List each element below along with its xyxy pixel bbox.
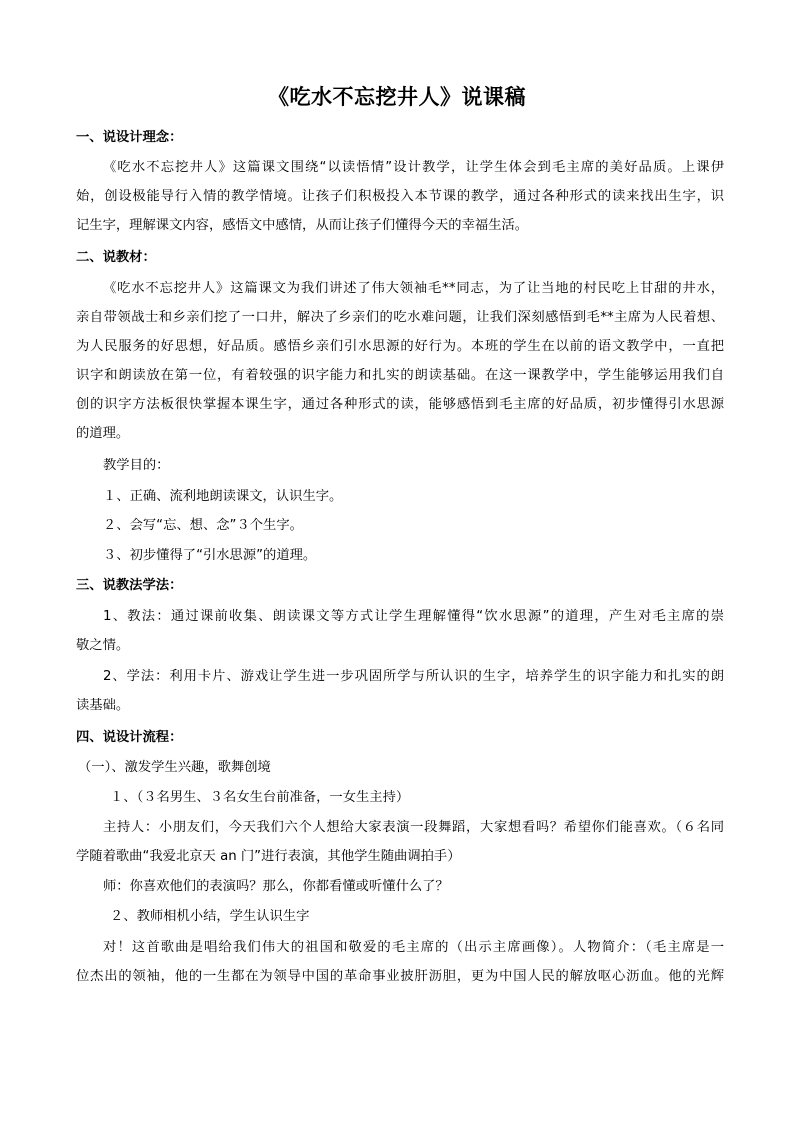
paragraph-line: 敬之情。	[76, 638, 130, 653]
teaching-goal-item: ３、初步懂得了“引水思源”的道理。	[103, 548, 317, 563]
teaching-goal-item: ２、会写“忘、想、念”３个生字。	[103, 518, 303, 533]
paragraph-line: 主持人：小朋友们，今天我们六个人想给大家表演一段舞蹈，大家想看吗？希望你们能喜欢。（６名同	[103, 820, 724, 835]
paragraph-line: 《吃水不忘挖井人》这篇课文围绕“以读悟情”设计教学，让学生体会到毛主席的美好品质。上课伊	[103, 160, 724, 175]
paragraph-line: 学随着歌曲“我爱北京天 an 门”进行表演，其他学生随曲调拍手）	[76, 849, 461, 864]
section-heading-design-concept: 一、说设计理念：	[76, 130, 183, 145]
process-step-heading: （一）、激发学生兴趣，歌舞创境	[78, 760, 271, 775]
paragraph-line: 读基础。	[76, 698, 130, 713]
paragraph-line: 识字和朗读放在第一位，有着较强的识字能力和扎实的朗读基础。在这一课教学中，学生能够运用我们自	[76, 368, 724, 383]
document-title: 《吃水不忘挖井人》说课稿	[268, 85, 526, 109]
paragraph-line: 《吃水不忘挖井人》这篇课文为我们讲述了伟大领袖毛**同志，为了让当地的村民吃上甘甜的井水，	[103, 281, 724, 296]
paragraph-line: 的道理。	[76, 426, 130, 441]
teaching-goal-item: １、正确、流利地朗读课文，认识生字。	[103, 489, 343, 504]
paragraph-line: 位杰出的领袖，他的一生都在为领导中国的革命事业披肝沥胆，更为中国人民的解放呕心沥血。他的光辉	[76, 969, 724, 984]
paragraph-line: 始，创设极能导行入情的教学情境。让孩子们积极投入本节课的教学，通过各种形式的读来找出生字，识	[76, 189, 724, 204]
paragraph-line: 师：你喜欢他们的表演吗？那么，你都看懂或听懂什么了？	[103, 879, 449, 894]
process-step-item: １、（３名男生、３名女生台前准备，一女生主持）	[110, 790, 410, 805]
section-heading-textbook: 二、说教材：	[76, 250, 156, 265]
paragraph-line: 1、教法：通过课前收集、朗读课文等方式让学生理解懂得“饮水思源”的道理，产生对毛主席的崇	[103, 609, 724, 624]
teaching-goals-label: 教学目的：	[103, 458, 170, 473]
paragraph-line: 记生字，理解课文内容，感悟文中感情，从而让孩子们懂得今天的幸福生活。	[76, 218, 529, 233]
process-step-item: ２、教师相机小结，学生认识生字	[110, 909, 310, 924]
section-heading-methods: 三、说教法学法：	[76, 578, 183, 593]
section-heading-process: 四、说设计流程：	[76, 730, 183, 745]
paragraph-line: 为人民服务的好思想，好品质。感悟乡亲们引水思源的好行为。本班的学生在以前的语文教学中，一直把	[76, 339, 724, 354]
paragraph-line: 创的识字方法板很快掌握本课生字，通过各种形式的读，能够感悟到毛主席的好品质，初步懂得引水思源	[76, 397, 724, 412]
paragraph-line: 亲自带领战士和乡亲们挖了一口井，解决了乡亲们的吃水难问题，让我们深刻感悟到毛**主席为人民着想、	[76, 310, 724, 325]
paragraph-line: 2、学法：利用卡片、游戏让学生进一步巩固所学与所认识的生字，培养学生的识字能力和扎实的朗	[103, 669, 724, 684]
paragraph-line: 对！这首歌曲是唱给我们伟大的祖国和敬爱的毛主席的（出示主席画像）。人物简介：（毛主席是一	[103, 940, 724, 955]
